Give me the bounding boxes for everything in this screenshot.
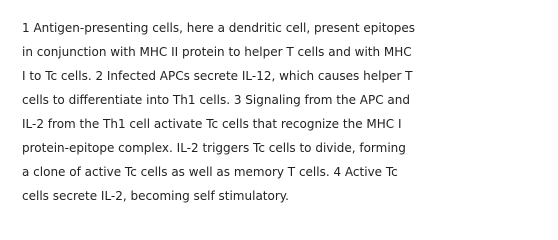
text-line-8: cells secrete IL-2, becoming self stimulatory. (22, 189, 289, 203)
text-line-6: protein-epitope complex. IL-2 triggers Tc cells to divide, forming (22, 141, 406, 155)
text-line-1: 1 Antigen-presenting cells, here a dendritic cell, present epitopes (22, 21, 416, 35)
text-line-7: a clone of active Tc cells as well as memory T cells. 4 Active Tc (22, 165, 398, 179)
text-line-4: cells to differentiate into Th1 cells. 3 Signaling from the APC and (22, 93, 410, 107)
text-paragraph (22, 16, 558, 208)
text-line-3: I to Tc cells. 2 Infected APCs secrete IL-12, which causes helper T (22, 69, 413, 83)
text-line-5: IL-2 from the Th1 cell activate Tc cells that recognize the MHC I (22, 117, 402, 131)
text-line-2: in conjunction with MHC II protein to helper T cells and with MHC (22, 45, 412, 59)
